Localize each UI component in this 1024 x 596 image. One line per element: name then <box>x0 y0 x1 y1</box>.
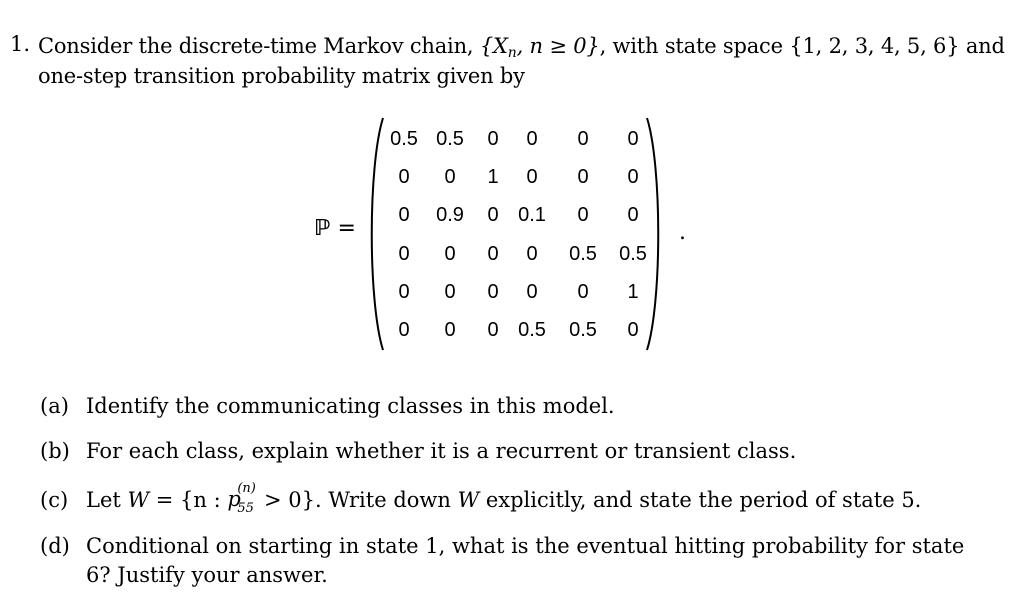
matrix-cell: 0 <box>577 204 589 227</box>
part-c-label: (c) <box>40 488 69 512</box>
right-parenthesis <box>644 116 664 352</box>
matrix-cell: 0 <box>577 127 589 150</box>
matrix-cell: 0 <box>444 242 456 265</box>
matrix-row <box>386 120 656 158</box>
matrix-cell: 0.1 <box>518 204 546 227</box>
chain-subscript: n <box>507 45 517 61</box>
part-c-w: W <box>127 488 150 512</box>
part-d-text: Conditional on starting in state 1, what is the eventual hitting probability for state <box>86 534 965 558</box>
p55-subscript: 55 <box>237 501 254 516</box>
matrix-cell: 0.5 <box>436 127 464 150</box>
matrix-cell: 0 <box>577 165 589 188</box>
matrix-cell: 0 <box>577 280 589 303</box>
part-a-label: (a) <box>40 394 69 418</box>
left-parenthesis <box>366 116 386 352</box>
part-d-continuation: 6? Justify your answer. <box>86 563 328 587</box>
chain-set-open: {X <box>479 34 508 58</box>
matrix-row <box>386 273 656 311</box>
matrix-cell: 0 <box>398 165 410 188</box>
matrix-cell: 0.5 <box>390 127 418 150</box>
matrix-cell: 0.5 <box>569 319 597 342</box>
part-c-pre: Let <box>86 488 128 512</box>
matrix-cell: 0 <box>526 242 538 265</box>
line1-pre: Consider the discrete-time Markov chain, <box>38 34 480 58</box>
matrix-cell: 0.9 <box>436 204 464 227</box>
matrix-symbol: ℙ <box>314 216 331 241</box>
part-c-rest: > 0}. Write down <box>257 488 458 512</box>
matrix-cell: 0.5 <box>518 319 546 342</box>
matrix-cell: 0 <box>444 280 456 303</box>
matrix-cell: 0 <box>627 319 639 342</box>
matrix-cell: 0 <box>398 319 410 342</box>
part-c-post: explicitly, and state the period of state 5. <box>479 488 922 512</box>
matrix-cell: 0 <box>398 204 410 227</box>
matrix-cell: 0 <box>487 204 499 227</box>
matrix-cell: 1 <box>487 165 499 188</box>
matrix-cell: 0 <box>487 242 499 265</box>
chain-set-rest: , n ≥ 0} <box>516 34 600 58</box>
matrix-lhs <box>314 216 356 241</box>
matrix-row <box>386 235 656 273</box>
matrix-equals: = <box>337 216 356 241</box>
matrix-cell: 0 <box>398 280 410 303</box>
problem-number: 1. <box>10 32 31 56</box>
matrix-cell: 0 <box>526 165 538 188</box>
matrix-cell: 0 <box>398 242 410 265</box>
matrix-cell: 0 <box>526 127 538 150</box>
matrix-cell: 0 <box>487 319 499 342</box>
part-a-text: Identify the communicating classes in this model. <box>86 394 615 418</box>
matrix-end-period: . <box>679 220 686 245</box>
matrix-cell: 0 <box>487 280 499 303</box>
matrix-cell: 0 <box>627 165 639 188</box>
transition-matrix <box>366 116 664 352</box>
matrix-row <box>386 158 656 196</box>
line1-mid: , with state space <box>599 34 790 58</box>
p55-superscript: (n) <box>237 481 256 496</box>
line1-post: and <box>959 34 1005 58</box>
matrix-cell: 0 <box>444 165 456 188</box>
matrix-row <box>386 197 656 235</box>
matrix-cell: 0.5 <box>619 242 647 265</box>
p55-term <box>227 481 257 516</box>
matrix-cell: 0.5 <box>569 242 597 265</box>
matrix-row <box>386 311 656 349</box>
part-c-eq: = {n : <box>149 488 228 512</box>
part-b-label: (b) <box>40 439 70 463</box>
matrix-cell: 0 <box>487 127 499 150</box>
problem-statement-line2: one-step transition probability matrix given by <box>38 64 525 88</box>
matrix-cell: 1 <box>627 280 639 303</box>
part-c-w2: W <box>457 488 480 512</box>
p55-base: p <box>227 487 241 511</box>
matrix-cell: 0 <box>627 127 639 150</box>
part-d-label: (d) <box>40 534 70 558</box>
matrix-grid <box>386 120 656 350</box>
matrix-cell: 0 <box>627 204 639 227</box>
state-space: {1, 2, 3, 4, 5, 6} <box>789 34 960 58</box>
matrix-cell: 0 <box>444 319 456 342</box>
part-b-text: For each class, explain whether it is a recurrent or transient class. <box>86 439 797 463</box>
part-c-text <box>86 481 922 516</box>
matrix-cell: 0 <box>526 280 538 303</box>
